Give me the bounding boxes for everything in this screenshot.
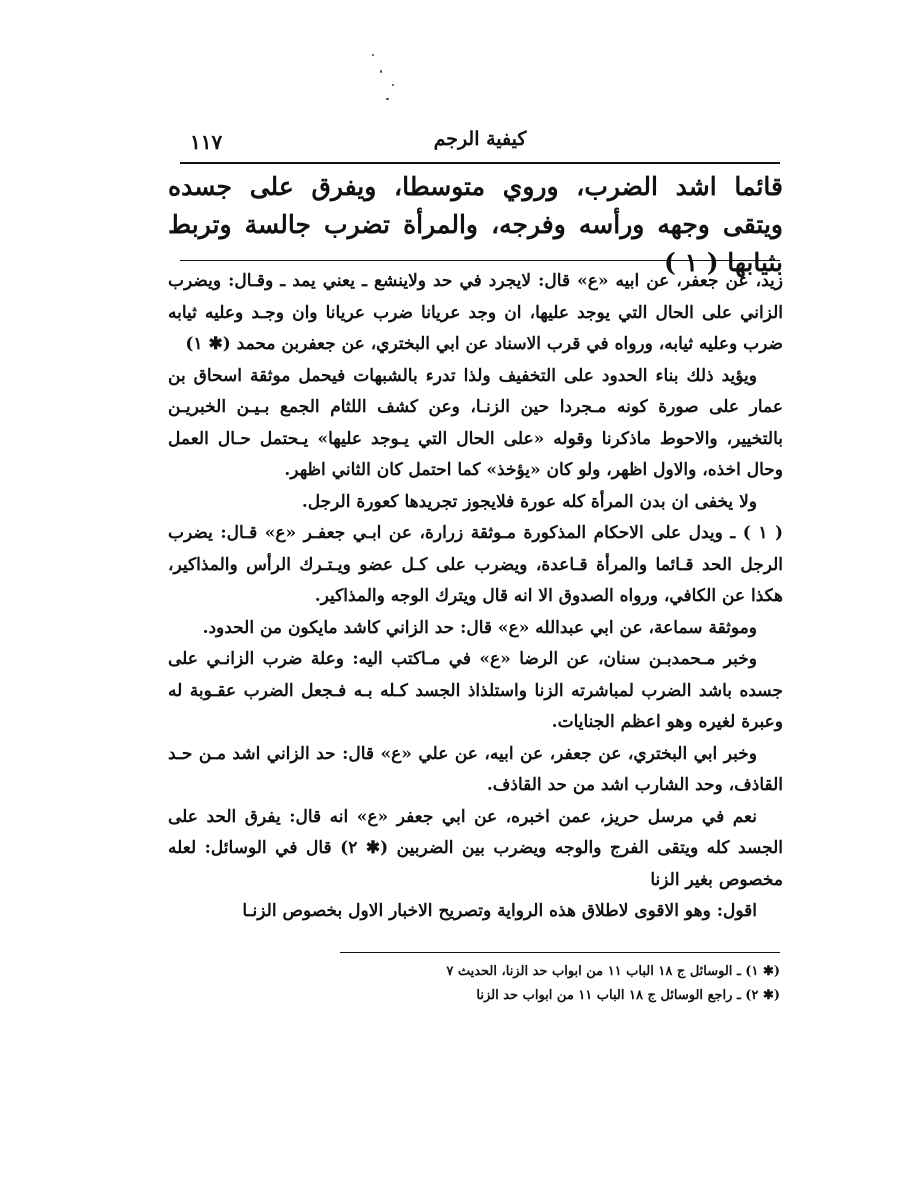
scan-speck — [392, 84, 394, 86]
header-rule — [180, 162, 780, 164]
main-text — [168, 168, 783, 282]
commentary-paragraph: اقول: وهو الاقوى لاطلاق هذه الرواية وتصريح الاخبار الاول بخصوص الزنـا — [242, 901, 757, 921]
commentary — [168, 266, 783, 928]
footnote: (✱ ١) ـ الوسائل ج ١٨ الباب ١١ من ابواب حد الزنا، الحديث ٧ — [446, 964, 780, 979]
commentary-paragraph: وخبر مـحمدبـن سنان، عن الرضا «ع» في مـاكتب اليه: وعلة ضرب الزانـي على جسده باشد الضرب لمباشرته الزنا واستلذاذ الجسد كـله بـه فـجعل الضرب عقـوبة له وعبرة لغيره وهو اعظم الجنايات. — [168, 649, 783, 732]
main-paragraph: قائما اشد الضرب، وروي متوسطا، ويفرق على جسده ويتقى وجهه ورأسه وفرجه، والمرأة تضرب جالسة وتربط بثيابها ( ١ ) — [168, 172, 783, 277]
footnote-divider — [340, 952, 780, 953]
commentary-paragraph: زيد، عن جعفر، عن ابيه «ع» قال: لايجرد في حد ولاينشع ـ يعني يمد ـ وقـال: ويضرب الزاني على الحال التي يوجد عليها، ان وجد عريانا ضرب عريانا وان وجـد وعليه ثيابه ضرب وعليه ثيابه، ورواه في قرب الاسناد عن ابي البختري، عن جعفربن محمد (✱ ١) — [168, 271, 783, 354]
page-number: ١١٧ — [190, 130, 223, 154]
commentary-paragraph: ولا يخفى ان بدن المرأة كله عورة فلايجوز تجريدها كعورة الرجل. — [301, 491, 757, 512]
commentary-paragraph: ويؤيد ذلك بناء الحدود على التخفيف ولذا تدرء بالشبهات فيحمل موثقة اسحاق بن عمار على صورة كونه مـجردا حين الزنـا، وعن كشف اللثام الجمع بـيـن الخبريـن بالتخيير، والاحوط ماذكرنا وقوله «على الحال التي يـوجد عليها» يـحتمل حـال العمل وحال اخذه، والاول اظهر، ولو كان «يؤخذ» كما احتمل كان الثاني اظهر. — [168, 365, 783, 480]
page-title: كيفية الرجم — [433, 128, 527, 150]
commentary-paragraph: ( ١ ) ـ ويدل على الاحكام المذكورة مـوثقة زرارة، عن ابـي جعفـر «ع» قـال: يضرب الرجل الحد قـائما والمرأة قـاعدة، ويضرب على كـل عضو ويـتـرك الرأس والمذاكير، هكذا عن الكافي، ورواه الصدوق الا انه قال ويترك الوجه والمذاكير. — [168, 523, 783, 606]
commentary-paragraph: وخبر ابي البختري، عن جعفر، عن ابيه، عن علي «ع» قال: حد الزاني اشد مـن حـد القاذف، وحد الشارب اشد من حد القاذف. — [168, 743, 783, 795]
scan-speck — [386, 98, 389, 100]
footnote: (✱ ٢) ـ راجع الوسائل ج ١٨ الباب ١١ من ابواب حد الزنا — [476, 988, 780, 1003]
scan-speck — [372, 54, 374, 56]
scan-speck — [380, 70, 382, 73]
footnotes — [320, 960, 780, 1008]
commentary-divider — [180, 260, 780, 261]
page-header — [180, 128, 780, 158]
commentary-paragraph: نعم في مرسل حريز، عمن اخبره، عن ابي جعفر «ع» انه قال: يفرق الحد على الجسد كله ويتقى الفرج والوجه ويضرب بين الضربين (✱ ٢) قال في الوسائل: لعله مخصوص بغير الزنا — [168, 806, 783, 890]
commentary-paragraph: وموثقة سماعة، عن ابي عبدالله «ع» قال: حد الزاني كاشد مايكون من الحدود. — [202, 617, 757, 638]
